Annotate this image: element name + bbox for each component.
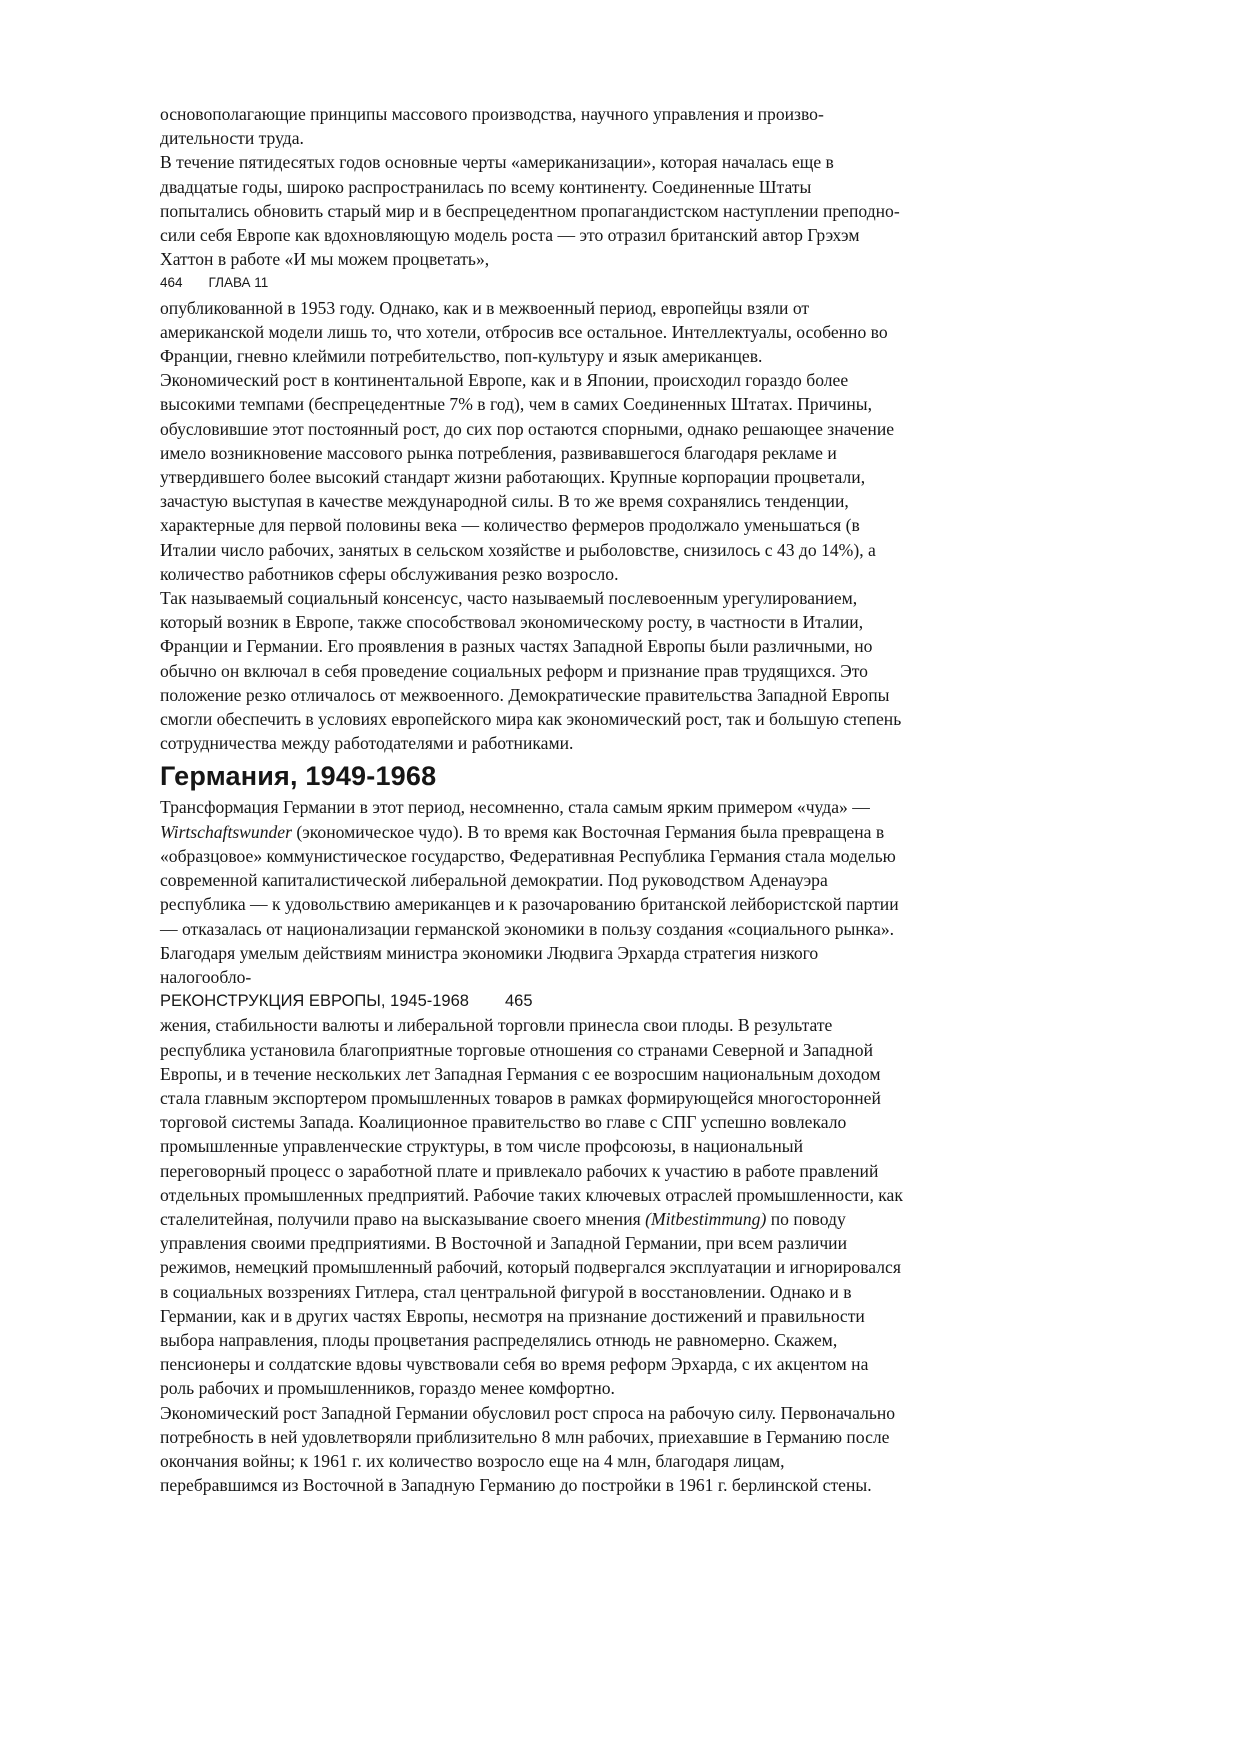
text-line: сили себя Европе как вдохновляющую модель роста — это отразил британский автор Грэхэм: [160, 225, 860, 246]
text-line: пенсионеры и солдатские вдовы чувствовали себя во время реформ Эрхарда, с их акцентом на: [160, 1354, 869, 1375]
text-line: [160, 1207, 1120, 1231]
text-line: роль рабочих и промышленников, гораздо менее комфортно.: [160, 1378, 615, 1399]
text-line: смогли обеспечить в условиях европейского мира как экономический рост, так и большую степень: [160, 709, 902, 730]
text-line: количество работников сферы обслуживания резко возросло.: [160, 563, 619, 584]
text-segment: 464: [160, 275, 183, 291]
text-line: «образцовое» коммунистическое государство, Федеративная Республика Германия стала моделью: [160, 845, 896, 866]
text-line: Европы, и в течение нескольких лет Западная Германия с ее возросшим национальным доходом: [160, 1063, 881, 1084]
text-line: опубликованной в 1953 году. Однако, как и в межвоенный период, европейцы взяли от: [160, 297, 810, 318]
text-line: потребность в ней удовлетворяли приблизительно 8 млн рабочих, приехавшие в Германию после: [160, 1426, 890, 1447]
text-line: Франции и Германии. Его проявления в разных частях Западной Европы были различными, но: [160, 636, 873, 657]
text-line: [160, 820, 1120, 844]
text-segment: (экономическое чудо). В то время как Восточная Германия была превращена в: [291, 821, 885, 842]
text-line: налогообло-: [160, 966, 252, 987]
text-line: имело возникновение массового рынка потребления, развивавшегося благодаря рекламе и: [160, 442, 837, 463]
text-line: Италии число рабочих, занятых в сельском хозяйстве и рыболовстве, снизилось с 43 до 14%), а: [160, 539, 876, 560]
text-line: характерные для первой половины века — количество фермеров продолжало уменьшаться (в: [160, 515, 860, 536]
text-line: Экономический рост Западной Германии обусловил рост спроса на рабочую силу. Первоначально: [160, 1402, 896, 1423]
text-line: республика установила благоприятные торговые отношения со странами Северной и Западной: [160, 1039, 874, 1060]
text-line: Германии, как и в других частях Европы, несмотря на признание достижений и правильности: [160, 1305, 865, 1326]
text-line: промышленные управленческие структуры, в том числе профсоюзы, в национальный: [160, 1136, 803, 1157]
text-line: отдельных промышленных предприятий. Рабочие таких ключевых отраслей промышленности, как: [160, 1184, 903, 1205]
italic-text-segment: Wirtschaftswunder: [160, 821, 292, 842]
section-heading: Германия, 1949-1968: [160, 761, 437, 792]
text-line: Франции, гневно клеймили потребительство, поп-культуру и язык американцев.: [160, 346, 763, 367]
italic-text-segment: (Mitbestimmung): [645, 1208, 767, 1229]
text-line: обусловившие этот постоянный рост, до сих пор остаются спорными, однако решающее значение: [160, 418, 895, 439]
text-line: торговой системы Запада. Коалиционное правительство во главе с СПГ успешно вовлекало: [160, 1112, 847, 1133]
text-line: управления своими предприятиями. В Восточной и Западной Германии, при всем различии: [160, 1233, 848, 1254]
text-line: жения, стабильности валюты и либеральной торговли принесла свои плоды. В результате: [160, 1015, 833, 1036]
text-line: который возник в Европе, также способствовал экономическому росту, в частности в Италии,: [160, 612, 864, 633]
running-header-section: [160, 989, 1120, 1013]
text-line: сотрудничества между работодателями и работниками.: [160, 733, 574, 754]
text-line: Трансформация Германии в этот период, несомненно, стала самым ярким примером «чуда» —: [160, 797, 870, 818]
text-line: попытались обновить старый мир и в беспрецедентном пропагандистском наступлении преподно-: [160, 200, 900, 221]
text-line: выбора направления, плоды процветания распределялись отнюдь не равномерно. Скажем,: [160, 1329, 838, 1350]
running-header-chapter: [160, 271, 1120, 295]
text-line: высокими темпами (беспрецедентные 7% в год), чем в самих Соединенных Штатах. Причины,: [160, 394, 872, 415]
text-line: — отказалась от национализации германской экономики в пользу создания «социального рынка».: [160, 918, 895, 939]
text-line: американской модели лишь то, что хотели, отбросив все остальное. Интеллектуалы, особенно во: [160, 321, 888, 342]
text-line: основополагающие принципы массового производства, научного управления и произво-: [160, 104, 824, 124]
text-line: дительности труда.: [160, 128, 304, 149]
text-line: в социальных воззрениях Гитлера, стал центральной фигурой в восстановлении. Однако и в: [160, 1281, 852, 1302]
text-line: Хаттон в работе «И мы можем процветать»,: [160, 249, 490, 270]
text-line: В течение пятидесятых годов основные черты «американизации», которая началась еще в: [160, 152, 834, 173]
text-line: переговорный процесс о заработной плате и привлекало рабочих к участию в работе правлений: [160, 1160, 879, 1181]
text-line: Так называемый социальный консенсус, часто называемый послевоенным урегулированием,: [160, 588, 858, 609]
text-segment: ГЛАВА 11: [208, 275, 269, 291]
text-line: обычно он включал в себя проведение социальных реформ и признание прав трудящихся. Это: [160, 660, 868, 681]
text-segment: 465: [504, 992, 533, 1011]
text-line: Экономический рост в континентальной Европе, как и в Японии, происходил гораздо более: [160, 370, 849, 391]
text-line: двадцатые годы, широко распространилась по всему континенту. Соединенные Штаты: [160, 176, 812, 197]
text-segment: РЕКОНСТРУКЦИЯ ЕВРОПЫ, 1945-1968: [160, 992, 469, 1011]
text-segment: по поводу: [766, 1208, 846, 1229]
text-segment: сталелитейная, получили право на высказывание своего мнения: [160, 1208, 646, 1229]
text-column: [160, 102, 1120, 1497]
text-line: утвердившего более высокий стандарт жизни работающих. Крупные корпорации процветали,: [160, 467, 866, 488]
text-line: перебравшимся из Восточной в Западную Германию до постройки в 1961 г. берлинской стены.: [160, 1475, 872, 1496]
text-line: положение резко отличалось от межвоенного. Демократические правительства Западной Европы: [160, 684, 890, 705]
text-line: республика — к удовольствию американцев и к разочарованию британской лейбористской партии: [160, 894, 899, 915]
text-line: режимов, немецкий промышленный рабочий, который подвергался эксплуатации и игнорировался: [160, 1257, 901, 1278]
text-line: стала главным экспортером промышленных товаров в рамках формирующейся многосторонней: [160, 1087, 881, 1108]
text-line: современной капиталистической либеральной демократии. Под руководством Аденауэра: [160, 870, 828, 891]
text-line: зачастую выступая в качестве международной силы. В то же время сохранялись тенденции,: [160, 491, 849, 512]
text-line: Благодаря умелым действиям министра экономики Людвига Эрхарда стратегия низкого: [160, 942, 819, 963]
text-line: окончания войны; к 1961 г. их количество возросло еще на 4 млн, благодаря лицам,: [160, 1450, 785, 1471]
